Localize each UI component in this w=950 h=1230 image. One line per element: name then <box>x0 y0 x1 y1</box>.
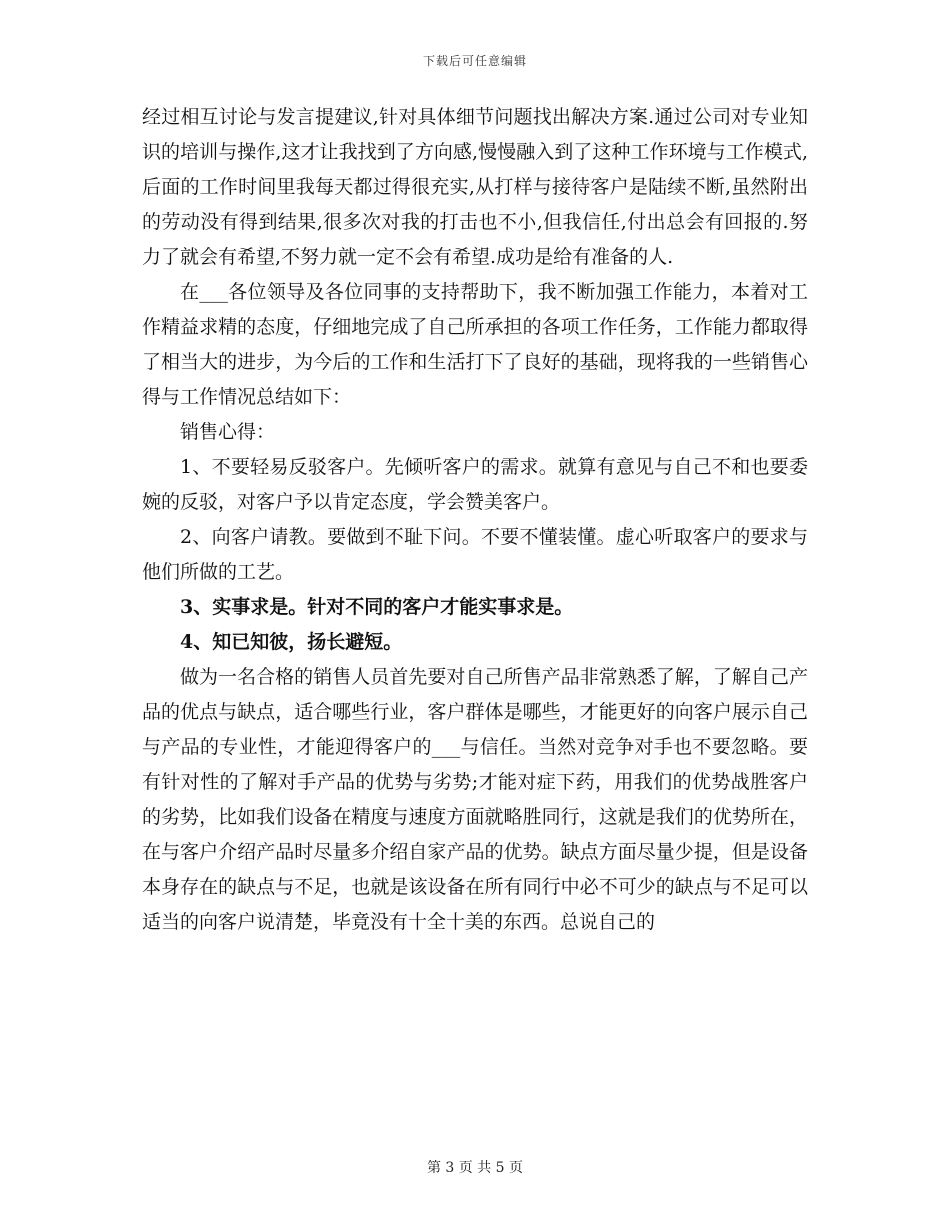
list-item-2: 2、向客户请教。要做到不耻下问。不要不懂装懂。虚心听取客户的要求与他们所做的工艺。 <box>142 526 808 583</box>
page-footer: 第 3 页 共 5 页 <box>426 1160 524 1176</box>
list-item-3: 3、实事求是。针对不同的客户才能实事求是。 <box>180 596 574 618</box>
section-heading: 销售心得： <box>180 421 276 443</box>
list-item-1: 1、不要轻易反驳客户。先倾听客户的需求。就算有意见与自己不和也要委婉的反驳，对客户予以肯定态度，学会赞美客户。 <box>142 456 808 513</box>
paragraph-intro: 在___各位领导及各位同事的支持帮助下，我不断加强工作能力，本着对工作精益求精的态度，仔细地完成了自己所承担的各项工作任务，工作能力都取得了相当大的进步，为今后的工作和生活打下了良好的基础，现将我的一些销售心得与工作情况总结如下： <box>142 281 808 408</box>
document-body <box>142 100 808 940</box>
list-item-4: 4、知已知彼，扬长避短。 <box>180 631 403 653</box>
paragraph-body: 做为一名合格的销售人员首先要对自己所售产品非常熟悉了解，了解自己产品的优点与缺点，适合哪些行业，客户群体是哪些，才能更好的向客户展示自己与产品的专业性，才能迎得客户的___与信任。当然对竞争对手也不要忽略。要有针对性的了解对手产品的优势与劣势;才能对症下药，用我们的优势战胜客户的劣势，比如我们设备在精度与速度方面就略胜同行，这就是我们的优势所在，在与客户介绍产品时尽量多介绍自家产品的优势。缺点方面尽量少提，但是设备本身存在的缺点与不足，也就是该设备在所有同行中必不可少的缺点与不足可以适当的向客户说清楚，毕竟没有十全十美的东西。总说自己的 <box>142 666 808 933</box>
paragraph-continuation: 经过相互讨论与发言提建议,针对具体细节问题找出解决方案.通过公司对专业知识的培训与操作,这才让我找到了方向感,慢慢融入到了这种工作环境与工作模式,后面的工作时间里我每天都过得很充实,从打样与接待客户是陆续不断,虽然附出的劳动没有得到结果,很多次对我的打击也不小,但我信任,付出总会有回报的.努力了就会有希望,不努力就一定不会有希望.成功是给有准备的人. <box>142 106 808 268</box>
page-header: 下载后可任意编辑 <box>422 54 527 68</box>
